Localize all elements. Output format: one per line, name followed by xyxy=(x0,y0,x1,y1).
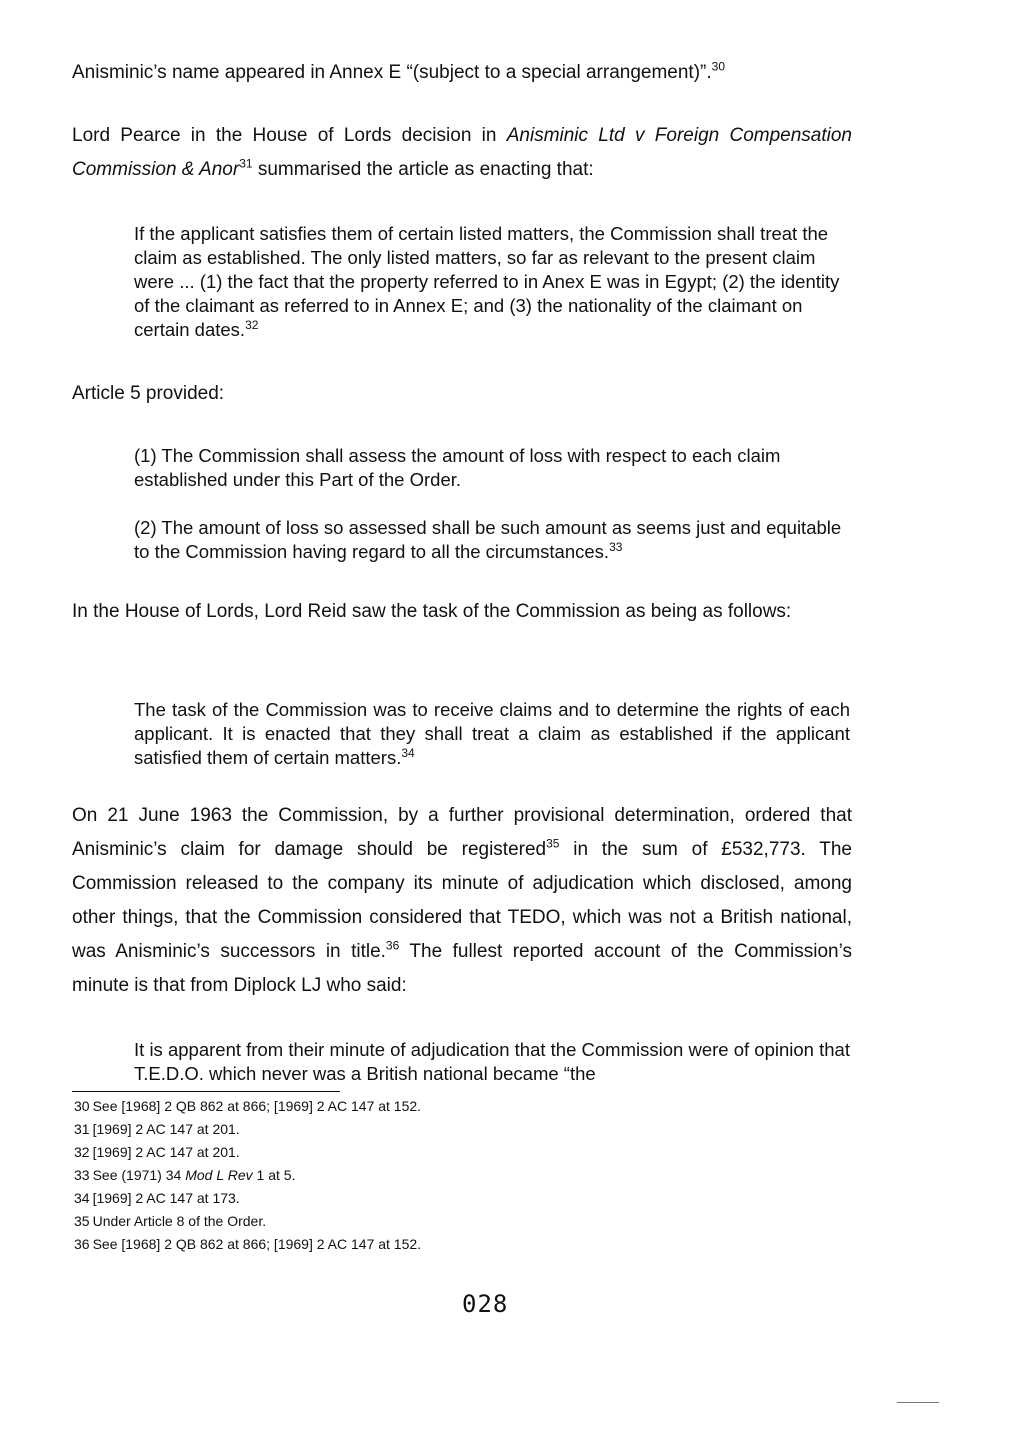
quote-reid: The task of the Commission was to receive claims and to determine the rights of each applicant. It is enacted that they shall treat a claim as established if the applicant satisfied them of certain matters.$^{34}$ xyxy=(134,699,850,768)
case-name: Anisminic Ltd v Foreign Compensation Commission & Anor xyxy=(72,125,852,180)
footnote-ref-36: 36 xyxy=(385,938,400,953)
footnote-30: 30 See [1968] 2 QB 862 at 866; [1969] 2 AC 147 at 152. xyxy=(74,1098,422,1114)
scan-mark xyxy=(897,1402,939,1403)
quote-pearce: If the applicant satisfies them of certain listed matters, the Commission shall treat the claim as established. The only listed matters, so far as relevant to the present claim were ... (1) the fact that the property referred to in Anex E was in Egypt; (2) the identity of the claimant as referred to in Annex E; and (3) the nationality of the claimant on certain dates.$^{32}$ xyxy=(134,223,840,340)
footnotes xyxy=(74,1095,774,1256)
page-number: 028 xyxy=(462,1290,509,1318)
footnote-ref-32: 32 xyxy=(245,317,259,332)
footnote-ref-33: 33 xyxy=(609,539,623,554)
footnote-34: 34 [1969] 2 AC 147 at 173. xyxy=(74,1190,240,1206)
footnote-36: 36 See [1968] 2 QB 862 at 866; [1969] 2 AC 147 at 152. xyxy=(74,1236,422,1252)
footnote-ref-31: 31 xyxy=(239,156,253,171)
footnote-ref-30: 30 xyxy=(711,59,726,74)
paragraph-21-june-1963: On 21 June 1963 the Commission, by a further provisional determination, ordered that Anisminic’s claim for damage should be registered$^{35}$ in the sum of £532,773. The Commission released to the company its minute of adjudication which disclosed, among other things, that the Commission considered that TEDO, which was not a British national, was Anisminic’s successors in title.$^{36}$ The fullest reported account of the Commission’s minute is that from Diplock LJ who said: xyxy=(72,805,852,996)
quote-diplock: It is apparent from their minute of adjudication that the Commission were of opinion that T.E.D.O. which never was a British national became “the xyxy=(134,1039,850,1084)
footnote-32: 32 [1969] 2 AC 147 at 201. xyxy=(74,1144,240,1160)
paragraph-article-5: Article 5 provided: xyxy=(72,383,225,404)
quote-article-5-1: (1) The Commission shall assess the amount of loss with respect to each claim established under this Part of the Order. xyxy=(134,445,781,490)
paragraph-lord-pearce: Lord Pearce in the House of Lords decision in Anisminic Ltd v Foreign Compensation Commission & Anor$^{31}$ summarised the article as enacting that: xyxy=(72,125,852,180)
footnote-35: 35 Under Article 8 of the Order. xyxy=(74,1213,267,1229)
footnote-33: 33 See (1971) 34 Mod L Rev 1 at 5. xyxy=(74,1167,296,1183)
footnote-separator xyxy=(72,1091,340,1092)
footnote-ref-35: 35 xyxy=(546,836,560,851)
quote-article-5-2: (2) The amount of loss so assessed shall be such amount as seems just and equitable to the Commission having regard to all the circumstances.$^{33}$ xyxy=(134,517,842,562)
footnote-ref-34: 34 xyxy=(401,745,415,760)
paragraph-annex-e: Anisminic’s name appeared in Annex E “(subject to a special arrangement)”.$^{30}$ xyxy=(72,59,726,83)
footnote-31: 31 [1969] 2 AC 147 at 201. xyxy=(74,1121,240,1137)
paragraph-lord-reid: In the House of Lords, Lord Reid saw the task of the Commission as being as follows: xyxy=(72,601,792,622)
